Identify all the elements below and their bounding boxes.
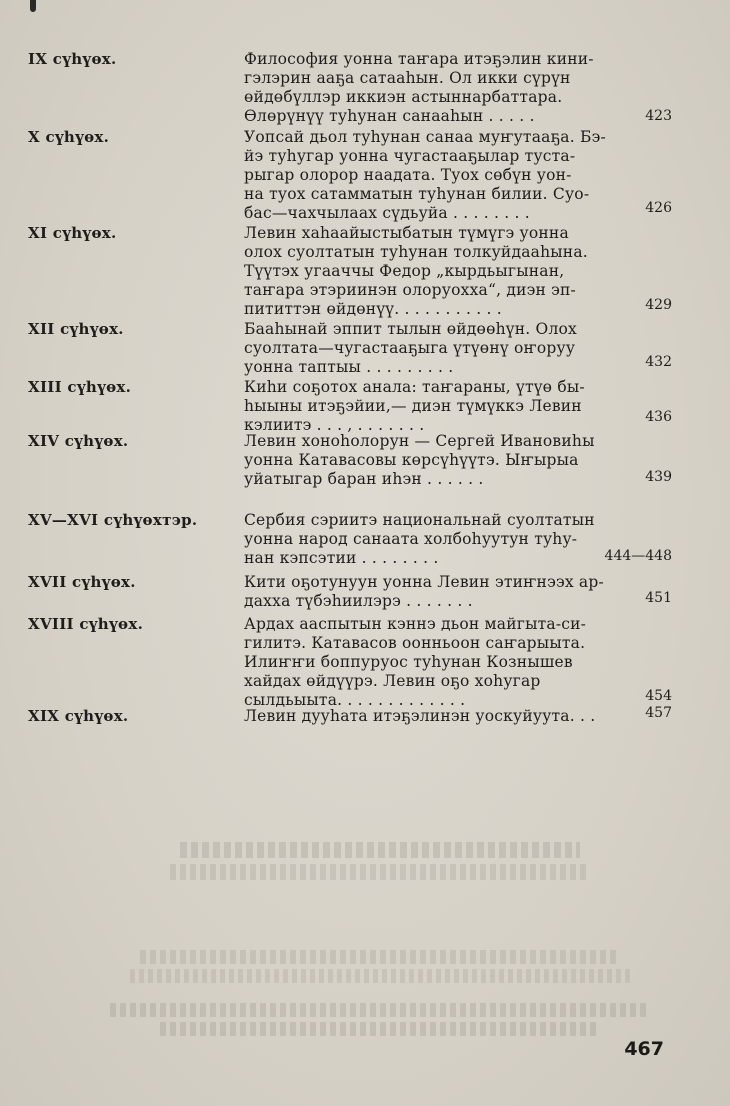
description-line: рыгар олорор наадата. Туох сөбүн уон- <box>244 166 572 184</box>
description-line: уйатыгар баран иһэн . . . . . . <box>244 470 484 488</box>
chapter-description <box>244 224 614 319</box>
description-line: һыыны итэҕэйии,— диэн түмүккэ Левин <box>244 397 582 415</box>
description-line: Киһи соҕотох анала: таҥараны, үтүө бы- <box>244 378 585 396</box>
description-line: пититтэн өйдөнүү. . . . . . . . . . . <box>244 300 502 318</box>
description-line: Илиҥҥи боппуруос туһунан Кознышев <box>244 653 573 671</box>
description-line: Левин дууһата итэҕэлинэн уоскуйуута. . . <box>244 707 596 725</box>
chapter-description <box>244 50 614 126</box>
description-line: Бааһынай эппит тылын өйдөөһүн. Олох <box>244 320 577 338</box>
description-line: Ардах ааспытын кэннэ дьон майгыта-си- <box>244 615 587 633</box>
chapter-description <box>244 378 614 435</box>
description-line: йэ туһугар уонна чугастааҕылар тустa- <box>244 147 576 165</box>
chapter-description <box>244 707 614 726</box>
chapter-label: XIII сүһүөх. <box>28 378 132 396</box>
description-line: дахха түбэһиилэрэ . . . . . . . <box>244 592 473 610</box>
chapter-label: XV—XVI сүһүөхтэр. <box>28 511 198 529</box>
chapter-description <box>244 511 614 568</box>
folio-page-number: 467 <box>624 1038 664 1060</box>
description-line: Сербия сэриитэ национальнай суолтатын <box>244 511 595 529</box>
description-line: уонна Катавасовы көрсүһүүтэ. Ыҥырыа <box>244 451 579 469</box>
faded-line <box>140 950 620 964</box>
chapter-description <box>244 320 614 377</box>
faded-bleed-through-block <box>100 950 660 1036</box>
description-line: сылдьыыта. . . . . . . . . . . . . <box>244 691 466 709</box>
description-line: хайдах өйдүүрэ. Левин оҕо хоһугар <box>244 672 541 690</box>
faded-line <box>180 842 580 858</box>
description-line: Философия уонна таҥара итэҕэлин кини- <box>244 50 594 68</box>
description-line: Түүтэх угааччы Федор „кырдьыгынан, <box>244 262 565 280</box>
faded-line <box>110 1003 650 1017</box>
description-line: бас—чахчылаах сүдьуйа . . . . . . . . <box>244 204 530 222</box>
description-line: на туох сатамматын туһунан билии. Суо- <box>244 185 590 203</box>
faded-line <box>130 969 630 983</box>
description-line: кэлиитэ . . . , . . . . . . . <box>244 416 425 434</box>
description-line: уонна таптыы . . . . . . . . . <box>244 358 454 376</box>
chapter-label: XIV сүһүөх. <box>28 432 129 450</box>
page-number: 457 <box>645 705 672 721</box>
description-line: гэлэрин ааҕа сатааһын. Ол икки сүрүн <box>244 69 571 87</box>
description-line: өйдөбүллэр иккиэн астыннарбаттара. <box>244 88 563 106</box>
description-line: Уопсай дьол туһунан санаа муҥутааҕа. Бэ- <box>244 128 606 146</box>
chapter-description <box>244 128 614 223</box>
page-number: 436 <box>645 409 672 425</box>
faded-bleed-through-block <box>100 842 660 880</box>
chapter-label: XIX сүһүөх. <box>28 707 129 725</box>
faded-line <box>170 864 590 880</box>
chapter-label: IX сүһүөх. <box>28 50 117 68</box>
chapter-label: X сүһүөх. <box>28 128 110 146</box>
chapter-label: XVII сүһүөх. <box>28 573 136 591</box>
description-line: Өлөрүнүү туһунан санааһын . . . . . <box>244 107 535 125</box>
faded-line <box>160 1022 600 1036</box>
description-line: Левин хоноһолорун — Сергей Ивановиһы <box>244 432 595 450</box>
description-line: гилитэ. Катавасов оонньоон саҥарыыта. <box>244 634 586 652</box>
description-line: таҥара этэриинэн олоруохха“, диэн эп- <box>244 281 576 299</box>
page-number: 439 <box>645 469 672 485</box>
chapter-description <box>244 573 614 611</box>
page-corner-mark <box>30 0 36 12</box>
description-line: суолтата—чугастааҕыга үтүөнү оҥоруу <box>244 339 576 357</box>
page-number: 432 <box>645 354 672 370</box>
page-number: 454 <box>645 688 672 704</box>
page-number: 444—448 <box>604 548 672 564</box>
page-number: 451 <box>645 590 672 606</box>
description-line: нан кэпсэтии . . . . . . . . <box>244 549 439 567</box>
description-line: Левин хаһаайыстыбатын түмүгэ уонна <box>244 224 569 242</box>
chapter-description <box>244 432 614 489</box>
chapter-label: XVIII сүһүөх. <box>28 615 144 633</box>
page-number: 426 <box>645 200 672 216</box>
chapter-label: XII сүһүөх. <box>28 320 124 338</box>
description-line: уонна народ санаата холбоһуутун туһу- <box>244 530 578 548</box>
description-line: олох суолтатын туһунан толкуйдааһына. <box>244 243 588 261</box>
chapter-label: XI сүһүөх. <box>28 224 117 242</box>
page-number: 429 <box>645 297 672 313</box>
description-line: Кити оҕотунуун уонна Левин этиҥнээх ар- <box>244 573 604 591</box>
chapter-description <box>244 615 614 710</box>
page-number: 423 <box>645 108 672 124</box>
